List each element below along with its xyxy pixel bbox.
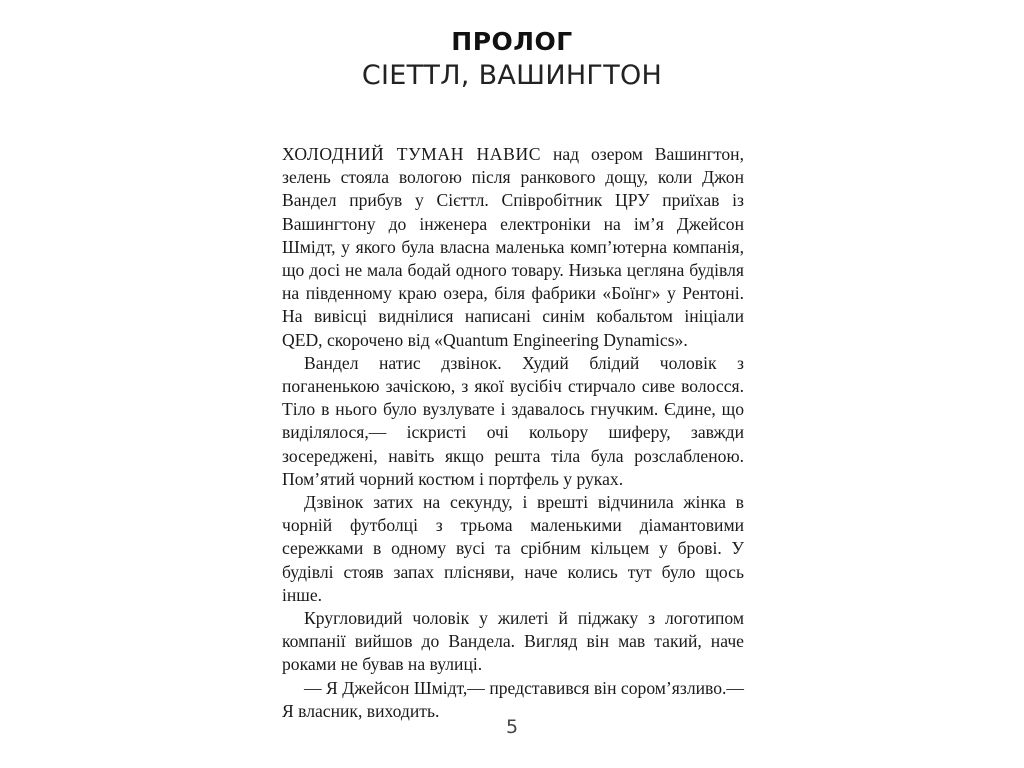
page-number: 5 [505, 716, 519, 738]
chapter-title: ПРОЛОГ [451, 27, 573, 56]
paragraph-3: Дзвінок затих на секунду, і врешті відчинила жінка в чорній футболці з трьома маленькими діамантовими сережками в одному вусі та срібним кільцем у брові. У будівлі стояв запах плісняви, наче колись тут було щось інше. [282, 492, 744, 605]
paragraph-1 [282, 143, 744, 352]
body-text [282, 143, 744, 723]
paragraph-2: Вандел натис дзвінок. Худий блідий чоловік з поганенькою зачіскою, з якої вусібіч стирчало сиве волосся. Тіло в нього було вузлувате і здавалось гнучким. Єдине, що виділялося,— іскристі очі кольору шиферу, завжди зосереджені, навіть якщо решта тіла була розслабленою. Пом’ятий чорний костюм і портфель у руках. [282, 352, 744, 489]
paragraph-5: — Я Джейсон Шмідт,— представився він сором’язливо.— Я власник, виходить. [282, 677, 744, 721]
paragraph-1-text: над озером Вашингтон, зелень стояла вологою після ранкового дощу, коли Джон Вандел прибув у Сієттл. Співробітник ЦРУ приїхав із Вашингтону до інженера електроніки на ім’я Джейсон Шмідт, у якого була власна маленька комп’ютерна компанія, що досі не мала бодай одного товару. Низька цегляна будівля на південному краю озера, біля фабрики «Боїнг» у Рентоні. На вивісці виднілися написані синім кобальтом ініціали QED, скорочено від «Quantum Engineering Dynamics». [282, 144, 744, 350]
paragraph-lead-in: ХОЛОДНИЙ ТУМАН НАВИС [282, 144, 542, 164]
paragraph-4: Кругловидий чоловік у жилеті й піджаку з логотипом компанії вийшов до Вандела. Вигляд він мав такий, наче роками не бував на вулиці. [282, 608, 744, 675]
chapter-subtitle: СІЕТТЛ, ВАШИНГТОН [361, 60, 663, 91]
